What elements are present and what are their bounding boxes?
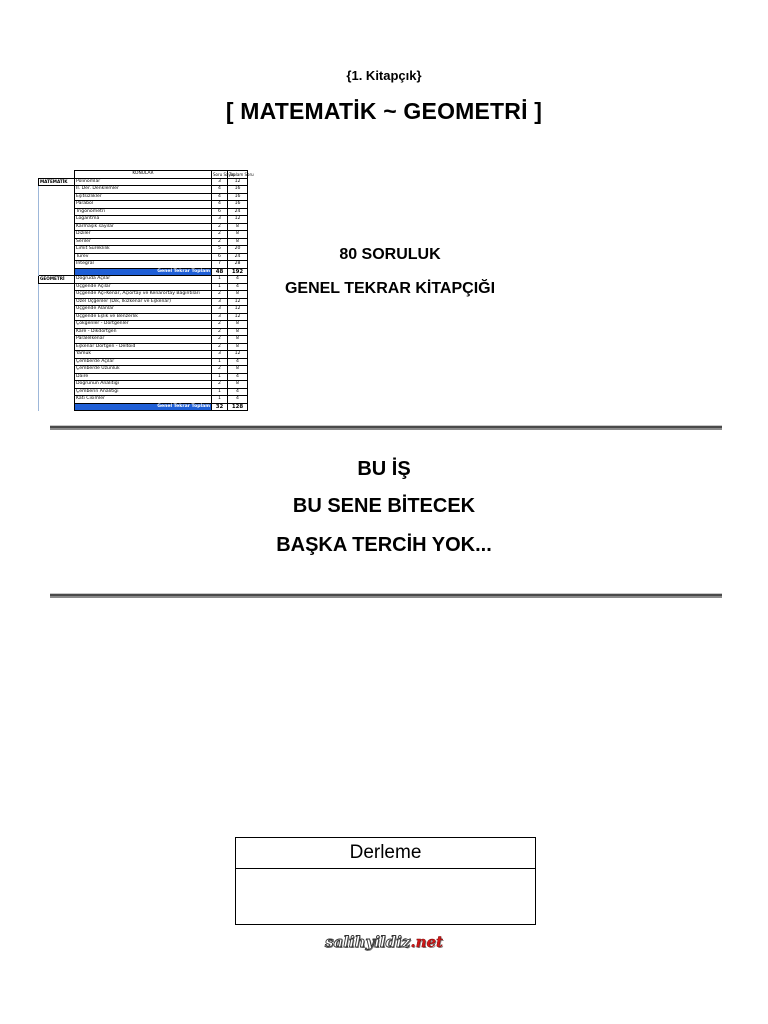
total-cell: 8 xyxy=(228,343,248,351)
section-spacer xyxy=(39,298,75,306)
table-row xyxy=(39,351,248,359)
total-sum: 192 xyxy=(228,268,248,276)
section-spacer xyxy=(39,268,75,276)
table-row xyxy=(39,321,248,329)
divider-top xyxy=(50,425,722,430)
topic-cell: Eşkenar Dörtgen - Deltoid xyxy=(75,343,212,351)
table-total-row xyxy=(39,403,248,411)
motto-line-1: BU İŞ xyxy=(357,458,411,480)
topics-table xyxy=(38,170,254,411)
total-cell: 16 xyxy=(228,186,248,194)
count-cell: 5 xyxy=(212,246,228,254)
count-cell: 6 xyxy=(212,253,228,261)
compile-label: Derleme xyxy=(236,838,535,869)
topic-cell: Doğrunun Analitiği xyxy=(75,381,212,389)
subtitle-booklet-name: GENEL TEKRAR KİTAPÇIĞI xyxy=(284,280,496,297)
section-spacer xyxy=(39,231,75,239)
total-cell: 28 xyxy=(228,261,248,269)
section-spacer xyxy=(39,388,75,396)
total-cell: 20 xyxy=(228,246,248,254)
topic-cell: Parabol xyxy=(75,201,212,209)
total-cell: 24 xyxy=(228,208,248,216)
total-cell: 8 xyxy=(228,238,248,246)
total-cell: 8 xyxy=(228,291,248,299)
section-spacer xyxy=(39,306,75,314)
count-cell: 2 xyxy=(212,366,228,374)
section-spacer xyxy=(39,291,75,299)
table-row xyxy=(39,238,248,246)
header-count: Soru Sayısı xyxy=(213,171,236,177)
site-name: salihyildiz xyxy=(325,933,411,951)
table-row xyxy=(39,388,248,396)
table-row xyxy=(39,216,248,224)
site-logo xyxy=(0,933,768,951)
topic-cell: Özel Üçgenler (Dik, İkizkenar ve Eşkenar) xyxy=(75,298,212,306)
table-header-row xyxy=(39,171,248,179)
site-tld: .net xyxy=(410,933,443,951)
count-cell: 1 xyxy=(212,358,228,366)
topic-cell: Trigonometri xyxy=(75,208,212,216)
count-cell: 2 xyxy=(212,381,228,389)
table-row xyxy=(39,186,248,194)
count-cell: 6 xyxy=(212,208,228,216)
booklet-label: {1. Kitapçık} xyxy=(346,68,422,83)
topic-cell: Eşitsizlikler xyxy=(75,193,212,201)
section-spacer xyxy=(39,373,75,381)
subtitle-question-count: 80 SORULUK xyxy=(339,246,441,263)
total-cell: 24 xyxy=(228,253,248,261)
count-cell: 2 xyxy=(212,328,228,336)
count-cell: 1 xyxy=(212,276,228,284)
section-spacer xyxy=(39,403,75,411)
topic-cell: İntegral xyxy=(75,261,212,269)
topic-cell: Logaritma xyxy=(75,216,212,224)
topic-cell: Katı Cisimler xyxy=(75,396,212,404)
count-cell: 3 xyxy=(212,298,228,306)
total-cell: 4 xyxy=(228,396,248,404)
section-spacer xyxy=(39,396,75,404)
total-cell: 16 xyxy=(228,193,248,201)
section-spacer xyxy=(39,313,75,321)
motto-line-3: BAŞKA TERCİH YOK... xyxy=(276,534,492,556)
topic-cell: Üçgende Alanlar xyxy=(75,306,212,314)
topic-cell: Yamuk xyxy=(75,351,212,359)
count-cell: 2 xyxy=(212,336,228,344)
topic-cell: Üçgende Eşlik ve Benzerlik xyxy=(75,313,212,321)
total-cell: 8 xyxy=(228,328,248,336)
table-row xyxy=(39,261,248,269)
total-cell: 8 xyxy=(228,321,248,329)
topic-cell: Kare - Dikdörtgen xyxy=(75,328,212,336)
table-row xyxy=(39,208,248,216)
count-cell: 1 xyxy=(212,388,228,396)
total-count: 32 xyxy=(212,403,228,411)
section-spacer xyxy=(39,201,75,209)
page-title: [ MATEMATİK ~ GEOMETRİ ] xyxy=(225,98,543,124)
section-spacer xyxy=(39,328,75,336)
total-cell: 12 xyxy=(228,216,248,224)
total-sum: 128 xyxy=(228,403,248,411)
topic-cell: Çemberde Uzunluk xyxy=(75,366,212,374)
count-cell: 7 xyxy=(212,261,228,269)
count-cell: 3 xyxy=(212,306,228,314)
topic-cell: Üçgende Açı-Kenar, Açıortay ve Kenarortay Bağıntıları xyxy=(75,291,212,299)
section-spacer xyxy=(39,343,75,351)
compile-box xyxy=(235,837,536,925)
count-cell: 3 xyxy=(212,178,228,186)
topic-cell: Polinomlar xyxy=(75,178,212,186)
section-spacer xyxy=(39,351,75,359)
table-row xyxy=(39,373,248,381)
section-spacer xyxy=(39,381,75,389)
table-row xyxy=(39,276,248,284)
topic-cell: Doğruda Açılar xyxy=(75,276,212,284)
section-spacer xyxy=(39,186,75,194)
section-label: GEOMETRİ xyxy=(39,276,75,284)
table-row xyxy=(39,291,248,299)
total-cell: 8 xyxy=(228,336,248,344)
table-row xyxy=(39,298,248,306)
table-row xyxy=(39,306,248,314)
total-cell: 8 xyxy=(228,223,248,231)
table-total-row xyxy=(39,268,248,276)
topic-cell: Daire xyxy=(75,373,212,381)
table-row xyxy=(39,193,248,201)
count-cell: 1 xyxy=(212,373,228,381)
topic-cell: Diziler xyxy=(75,231,212,239)
section-spacer xyxy=(39,223,75,231)
topics-table-container xyxy=(38,170,254,411)
section-spacer xyxy=(39,193,75,201)
table-row xyxy=(39,343,248,351)
count-cell: 3 xyxy=(212,216,228,224)
table-row xyxy=(39,283,248,291)
table-row xyxy=(39,396,248,404)
total-cell: 8 xyxy=(228,231,248,239)
total-cell: 4 xyxy=(228,358,248,366)
section-spacer xyxy=(39,283,75,291)
total-cell: 4 xyxy=(228,373,248,381)
count-cell: 2 xyxy=(212,291,228,299)
table-row xyxy=(39,366,248,374)
total-cell: 8 xyxy=(228,381,248,389)
topic-cell: Çemberin Analitiği xyxy=(75,388,212,396)
table-row xyxy=(39,381,248,389)
section-spacer xyxy=(39,208,75,216)
section-spacer xyxy=(39,321,75,329)
total-cell: 12 xyxy=(228,351,248,359)
section-spacer xyxy=(39,366,75,374)
section-spacer xyxy=(39,336,75,344)
topic-cell: Türev xyxy=(75,253,212,261)
total-label: Genel Tekrar Toplam xyxy=(75,403,212,411)
topic-cell: Limit Süreklilik xyxy=(75,246,212,254)
count-cell: 2 xyxy=(212,231,228,239)
topic-cell: Seriler xyxy=(75,238,212,246)
count-cell: 3 xyxy=(212,351,228,359)
table-row xyxy=(39,231,248,239)
count-cell: 1 xyxy=(212,396,228,404)
topic-cell: Karmaşık sayılar xyxy=(75,223,212,231)
count-cell: 4 xyxy=(212,193,228,201)
table-row xyxy=(39,358,248,366)
count-cell: 1 xyxy=(212,283,228,291)
table-row xyxy=(39,223,248,231)
header-spacer xyxy=(39,171,75,179)
section-spacer xyxy=(39,216,75,224)
divider-bottom xyxy=(50,593,722,598)
count-cell: 2 xyxy=(212,238,228,246)
header-topics: KONULAR xyxy=(75,171,212,179)
header-total: Toplam Soru xyxy=(229,171,254,177)
total-cell: 12 xyxy=(228,313,248,321)
total-cell: 4 xyxy=(228,388,248,396)
table-row xyxy=(39,328,248,336)
table-row xyxy=(39,246,248,254)
count-cell: 4 xyxy=(212,186,228,194)
table-row xyxy=(39,313,248,321)
section-label: MATEMATİK xyxy=(39,178,75,186)
count-cell: 3 xyxy=(212,313,228,321)
count-cell: 4 xyxy=(212,201,228,209)
table-row xyxy=(39,201,248,209)
total-cell: 12 xyxy=(228,306,248,314)
total-label: Genel Tekrar Toplam xyxy=(75,268,212,276)
table-row xyxy=(39,178,248,186)
section-spacer xyxy=(39,253,75,261)
count-cell: 2 xyxy=(212,321,228,329)
total-count: 48 xyxy=(212,268,228,276)
count-cell: 2 xyxy=(212,343,228,351)
section-spacer xyxy=(39,238,75,246)
total-cell: 4 xyxy=(228,283,248,291)
section-spacer xyxy=(39,358,75,366)
total-cell: 12 xyxy=(228,298,248,306)
total-cell: 4 xyxy=(228,276,248,284)
section-spacer xyxy=(39,261,75,269)
total-cell: 16 xyxy=(228,201,248,209)
total-cell: 12 xyxy=(228,178,248,186)
topic-cell: Paralelkenar xyxy=(75,336,212,344)
count-cell: 2 xyxy=(212,223,228,231)
table-row xyxy=(39,336,248,344)
table-row xyxy=(39,253,248,261)
motto-line-2: BU SENE BİTECEK xyxy=(292,495,476,517)
topic-cell: Üçgende Açılar xyxy=(75,283,212,291)
topic-cell: II. Der. Denklemler xyxy=(75,186,212,194)
topic-cell: Çokgenler - Dörtgenler xyxy=(75,321,212,329)
total-cell: 8 xyxy=(228,366,248,374)
topic-cell: Çemberde Açılar xyxy=(75,358,212,366)
section-spacer xyxy=(39,246,75,254)
